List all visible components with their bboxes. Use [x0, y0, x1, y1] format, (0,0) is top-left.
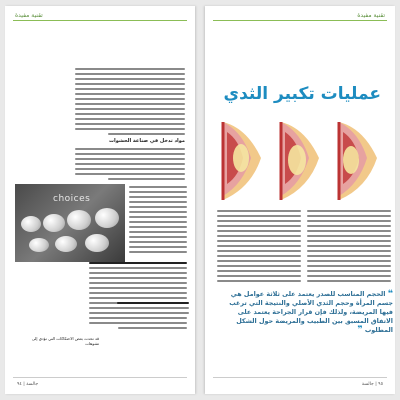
- photo-word: choices: [53, 194, 91, 204]
- quote-mark-icon: ❞: [357, 325, 363, 335]
- implant-icon: [29, 238, 49, 252]
- right-footer: ٩٥ | جالسة: [361, 382, 383, 387]
- implant-icon: [43, 214, 65, 232]
- breast-anatomy-illustration: [217, 118, 393, 204]
- right-text-column-right: [307, 210, 391, 285]
- right-page-header: تقنية مفيدة: [357, 12, 385, 19]
- quote-mark-icon: ❝: [387, 289, 393, 299]
- pull-quote: [217, 290, 393, 335]
- left-caption: قد تحدث بعض الاحتكاكات التي تؤدي إلى تشوهات: [31, 336, 99, 346]
- right-header-rule: [213, 20, 387, 21]
- section-heading: مواد تدخل في صناعة الحشوات: [109, 138, 185, 144]
- implant-icon: [95, 208, 119, 228]
- right-page: [205, 6, 395, 394]
- implant-icon: [85, 234, 109, 252]
- left-page: [5, 6, 195, 394]
- left-caption-block: [117, 302, 189, 342]
- right-footer-rule: [213, 377, 387, 378]
- left-footer-rule: [13, 377, 187, 378]
- left-footer: جالسة | ٩٤: [17, 382, 39, 387]
- right-text-column-left: [217, 210, 301, 285]
- article-title: عمليات تكبير الثدي: [223, 84, 381, 104]
- implant-photo: [15, 184, 125, 262]
- implant-icon: [55, 236, 77, 252]
- implant-icon: [21, 216, 41, 232]
- left-page-header: تقنية مفيدة: [15, 12, 43, 19]
- left-text-column-top: [75, 68, 185, 138]
- pull-quote-text: الحجم المناسب للصدر يعتمد على ثلاثة عوامل هي جسم المرأة وحجم الثدي الأصلي والنتيجة التي ترغب فيها المريضة، ولذلك فإن قرار الجراحة يعتمد على الاتفاق المسبق بين الطبيب والمريضة حول الشكل المطلوب: [229, 290, 393, 334]
- left-header-rule: [13, 20, 187, 21]
- implant-icon: [67, 210, 91, 230]
- left-side-text: [129, 186, 187, 256]
- left-text-column-mid: [75, 148, 185, 183]
